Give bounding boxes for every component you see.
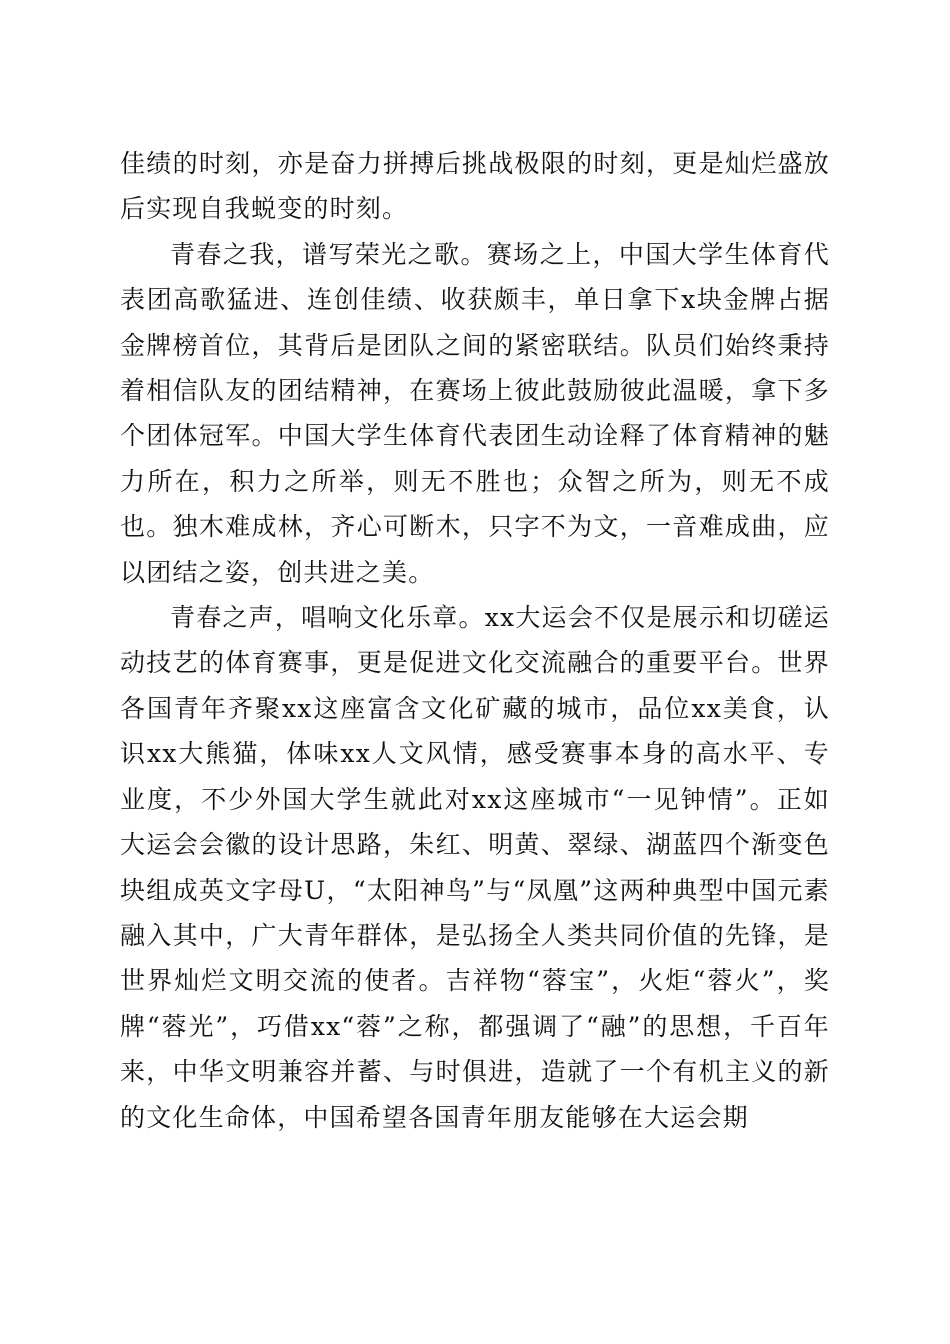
paragraph-youth-glory: 青春之我，谱写荣光之歌。赛场之上，中国大学生体育代表团高歌猛进、连创佳绩、收获颇丰，单日拿下x块金牌占据金牌榜首位，其背后是团队之间的紧密联结。队员们始终秉持着相信队友的团结精神，在赛场上彼此鼓励彼此温暖，拿下多个团体冠军。中国大学生体育代表团生动诠释了体育精神的魅力所在，积力之所举，则无不胜也；众智之所为，则无不成也。独木难成林，齐心可断木，只字不为文，一音难成曲，应以团结之姿，创共进之美。	[120, 239, 830, 587]
document-body	[120, 141, 830, 1140]
paragraph-continuation: 佳绩的时刻，亦是奋力拼搏后挑战极限的时刻，更是灿烂盛放后实现自我蜕变的时刻。	[120, 149, 830, 224]
paragraph-youth-culture: 青春之声，唱响文化乐章。xx大运会不仅是展示和切磋运动技艺的体育赛事，更是促进文化交流融合的重要平台。世界各国青年齐聚xx这座富含文化矿藏的城市，品位xx美食，认识xx大熊猫，体味xx人文风情，感受赛事本身的高水平、专业度，不少外国大学生就此对xx这座城市“一见钟情”。正如大运会会徽的设计思路，朱红、明黄、翠绿、湖蓝四个渐变色块组成英文字母U，“太阳神鸟”与“凤凰”这两种典型中国元素融入其中，广大青年群体，是弘扬全人类共同价值的先锋，是世界灿烂文明交流的使者。吉祥物“蓉宝”，火炬“蓉火”，奖牌“蓉光”，巧借xx“蓉”之称，都强调了“融”的思想，千百年来，中华文明兼容并蓄、与时俱进，造就了一个有机主义的新的文化生命体，中国希望各国青年朋友能够在大运会期	[120, 603, 830, 1132]
